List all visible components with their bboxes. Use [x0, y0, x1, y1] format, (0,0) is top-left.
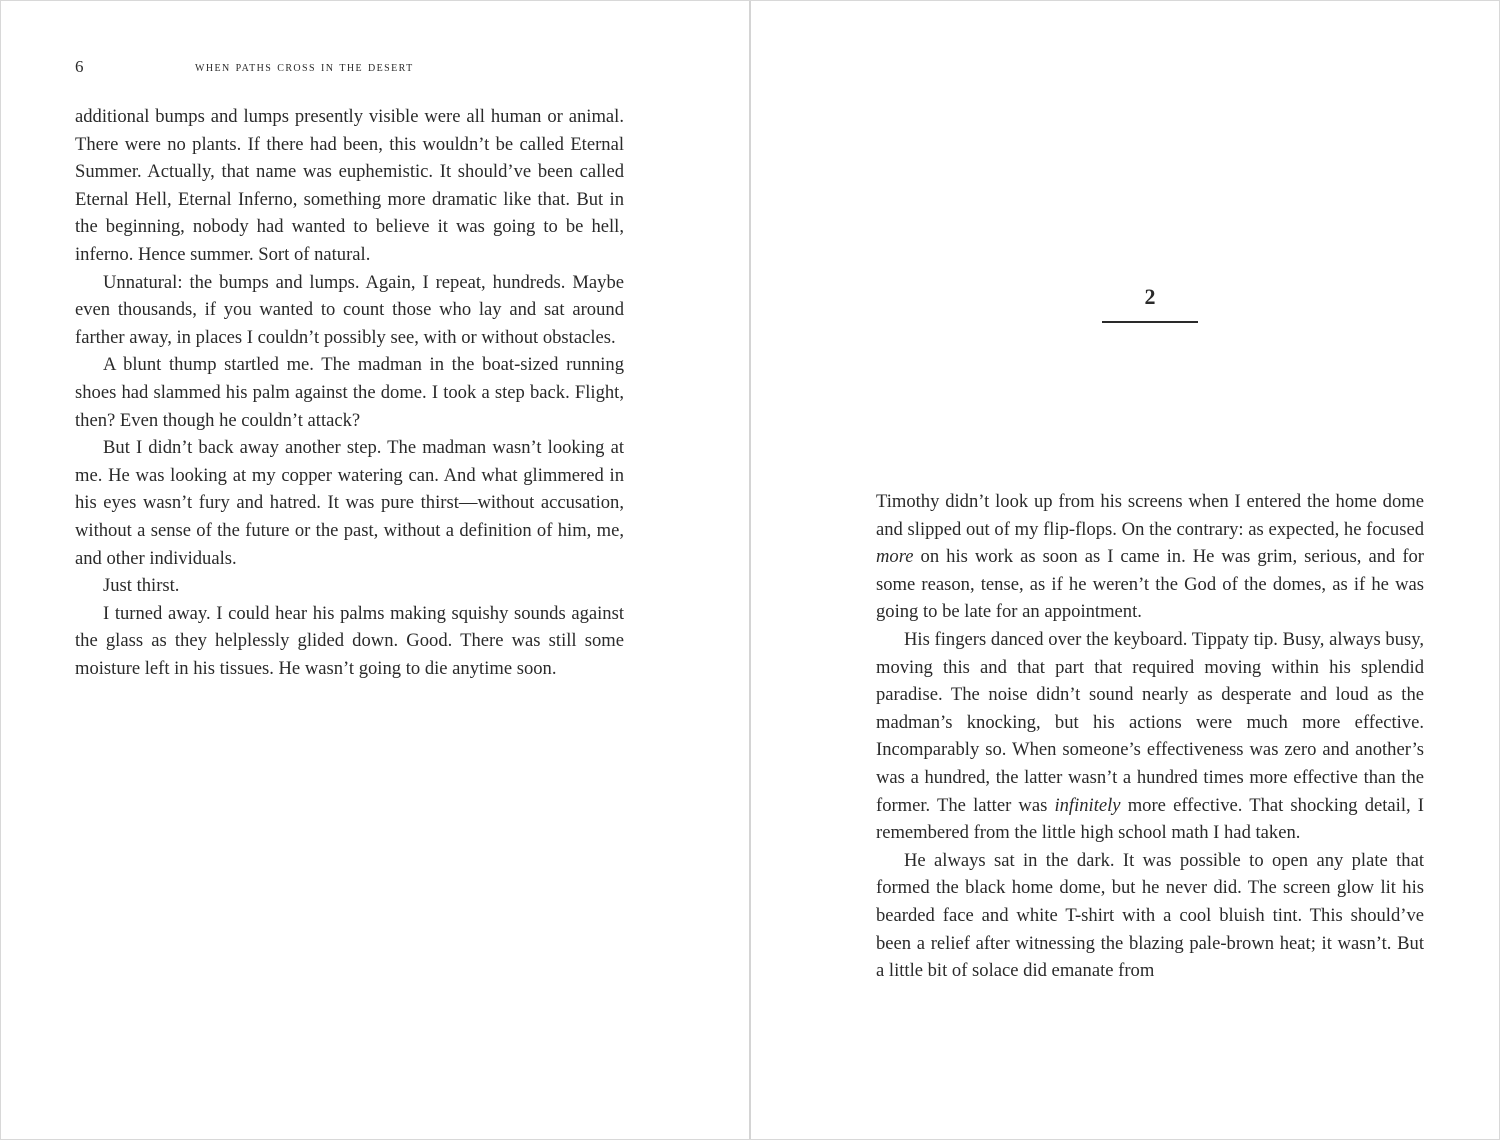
paragraph: He always sat in the dark. It was possible to open any plate that formed the black home dome, but he never did. The screen glow lit his bearded face and white T-shirt with a cool bluish tint. This should’ve been a relief after witnessing the blazing pale-brown heat; it wasn’t. But a little bit of solace did emanate from: [876, 849, 1424, 982]
running-title: when paths cross in the desert: [195, 59, 414, 75]
chapter-number: 2: [1144, 284, 1156, 309]
paragraph: Just thirst.: [103, 575, 180, 597]
paragraph: But I didn’t back away another step. The madman wasn’t looking at me. He was looking at my copper watering can. And what glimmered in his eyes wasn’t fury and hatred. It was pure thirst—without accusation, without a sense of the future or the past, without a definition of him, me, and other individuals.: [75, 437, 624, 569]
text-run: on his work as soon as I came in. He was grim, serious, and for some reason, tense, as if he weren’t the God of the domes, as if he was going to be late for an appointment.: [876, 546, 1424, 623]
text-run: more effective. That shocking detail, I remembered from the little high school math I had taken.: [876, 794, 1424, 844]
left-page-body: [75, 103, 624, 682]
emphasis-text: more: [876, 546, 914, 568]
page-number: 6: [75, 57, 84, 76]
right-page-body: [876, 488, 1424, 985]
paragraph: I turned away. I could hear his palms making squishy sounds against the glass as they helplessly glided down. Good. There was still some moisture left in his tissues. He wasn’t going to die anytime soon.: [75, 602, 624, 679]
text-run: His fingers danced over the keyboard. Tippaty tip. Busy, always busy, moving this and that part that required moving within his splendid paradise. The noise didn’t sound nearly as desperate and loud as the madman’s knocking, but his actions were much more effective. Incomparably so. When someone’s effectiveness was zero and another’s was a hundred, the latter wasn’t a hundred times more effective than the former. The latter was: [876, 628, 1424, 816]
chapter-rule: [1102, 321, 1198, 323]
paragraph: additional bumps and lumps presently visible were all human or animal. There were no plants. If there had been, this wouldn’t be called Eternal Summer. Actually, that name was euphemistic. It should’ve been called Eternal Hell, Eternal Inferno, something more dramatic like that. But in the beginning, nobody had wanted to believe it was going to be hell, inferno. Hence summer. Sort of natural.: [75, 106, 624, 265]
left-page: [1, 1, 749, 1139]
paragraph: A blunt thump startled me. The madman in the boat-sized running shoes had slammed his palm against the dome. I took a step back. Flight, then? Even though he couldn’t attack?: [75, 354, 624, 431]
right-page: [751, 1, 1499, 1139]
paragraph: [876, 626, 1424, 847]
running-header: [75, 55, 625, 79]
paragraph: Unnatural: the bumps and lumps. Again, I repeat, hundreds. Maybe even thousands, if you wanted to count those who lay and sat around farther away, in places I couldn’t possibly see, with or without obstacles.: [75, 271, 624, 348]
paragraph: [876, 488, 1424, 626]
emphasis-text: infinitely: [1054, 794, 1121, 816]
chapter-heading: [1102, 281, 1198, 323]
text-run: Timothy didn’t look up from his screens when I entered the home dome and slipped out of my flip-flops. On the contrary: as expected, he focused: [876, 491, 1424, 540]
